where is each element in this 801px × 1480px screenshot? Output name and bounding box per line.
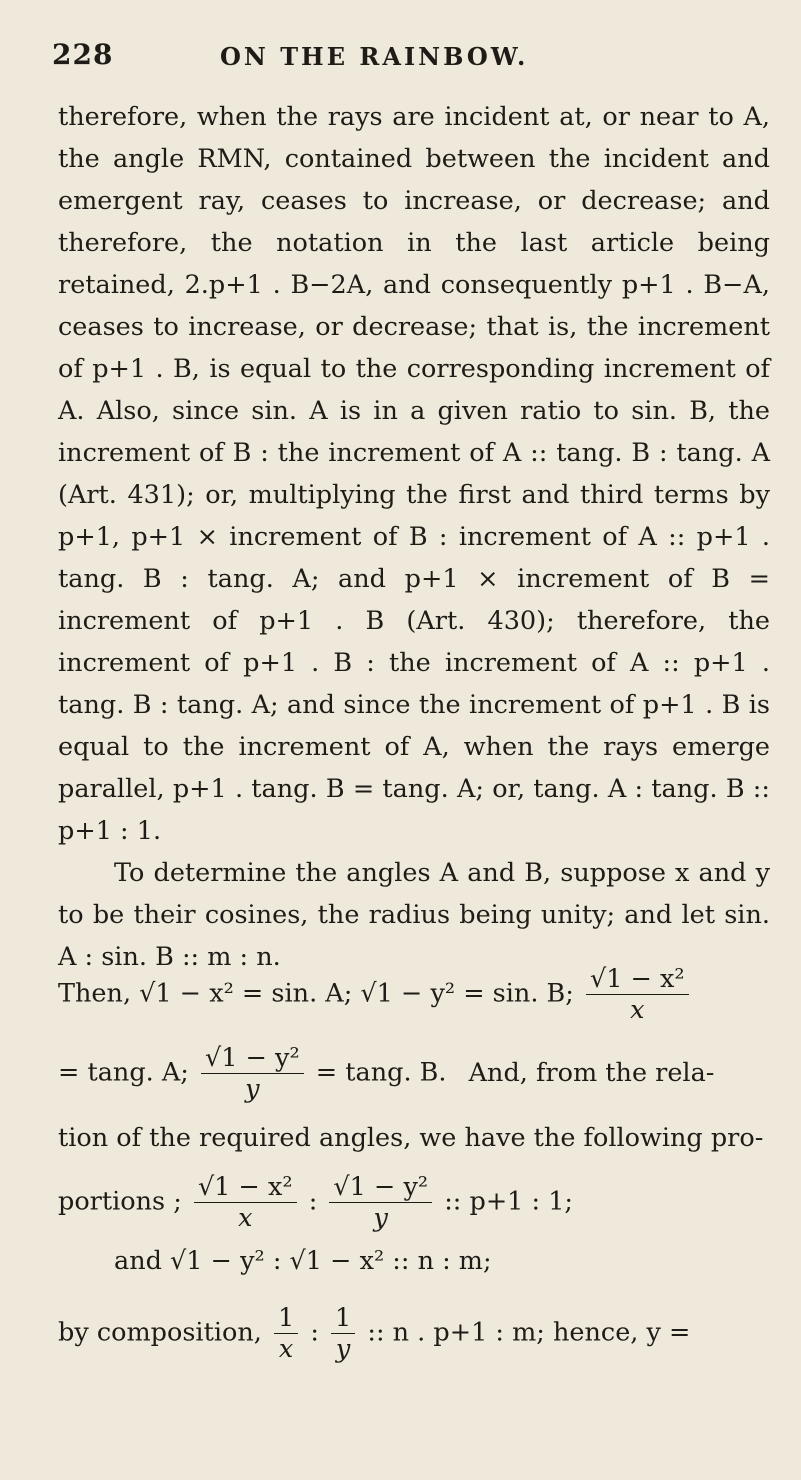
tang-a-equation: = tang. A;: [58, 1057, 189, 1088]
sin-b-equation: √1 − y² = sin. B;: [360, 978, 574, 1009]
equation-line-5: and √1 − y² : √1 − x² :: n : m;: [114, 1246, 492, 1276]
then-label: Then,: [58, 978, 132, 1009]
fraction-tang-b: $\frac{\text{√1 − y²}}{y}$: [201, 1043, 304, 1104]
composition-label: by composition,: [58, 1317, 262, 1348]
portions-label: portions ;: [58, 1186, 182, 1217]
ratio-colon-2: :: [310, 1317, 319, 1348]
page-header: [0, 38, 801, 82]
ratio-colon: :: [308, 1186, 318, 1217]
equation-line-1: [58, 964, 770, 1025]
page-number: 228: [52, 38, 114, 71]
running-head: ON THE RAINBOW.: [220, 42, 529, 71]
equation-line-4: [58, 1172, 770, 1233]
proportion-suffix: :: p+1 : 1;: [444, 1186, 574, 1217]
fraction-tang-a: $\frac{\text{√1 − x²}}{x}$: [586, 964, 689, 1025]
relation-text: And, from the rela-: [468, 1057, 715, 1088]
equation-line-6: [58, 1303, 770, 1364]
text-line-3: tion of the required angles, we have the following pro-: [58, 1123, 764, 1153]
fraction-one-over-x: $\frac{1}{x}$: [274, 1303, 298, 1364]
paragraph-2: To determine the angles A and B, suppose x and y to be their cosines, the radius being unity; and let sin. A : sin. B :: m : n.: [58, 858, 770, 972]
composition-suffix: :: n . p+1 : m; hence, y =: [367, 1317, 691, 1348]
equation-block: [58, 964, 770, 1364]
equation-line-2: [58, 1043, 770, 1104]
fraction-one-over-y: $\frac{1}{y}$: [331, 1303, 355, 1364]
fraction-proportion-y: $\frac{\text{√1 − y²}}{y}$: [329, 1172, 432, 1233]
tang-b-equation: = tang. B.: [315, 1057, 447, 1088]
sin-a-equation: √1 − x² = sin. A;: [139, 978, 353, 1009]
body-text: [58, 96, 770, 978]
fraction-proportion-x: $\frac{\text{√1 − x²}}{x}$: [194, 1172, 297, 1233]
paragraph-1: therefore, when the rays are incident at, or near to A, the angle RMN, contained between the incident and emergent ray, ceases to increase, or decrease; and therefore, the notation in the last article being retained, 2.p+1 . B−2A, and consequently p+1 . B−A, ceases to increase, or decrease; that is, the increment of p+1 . B, is equal to the corresponding increment of A. Also, since sin. A is in a given ratio to sin. B, the increment of B : the increment of A :: tang. B : tang. A (Art. 431); or, multiplying the first and third terms by p+1, p+1 × increment of B : increment of A :: p+1 . tang. B : tang. A; and p+1 × increment of B = increment of p+1 . B (Art. 430); therefore, the increment of p+1 . B : the increment of A :: p+1 . tang. B : tang. A; and since the increment of p+1 . B is equal to the increment of A, when the rays emerge parallel, p+1 . tang. B = tang. A; or, tang. A : tang. B :: p+1 : 1.: [58, 102, 770, 846]
